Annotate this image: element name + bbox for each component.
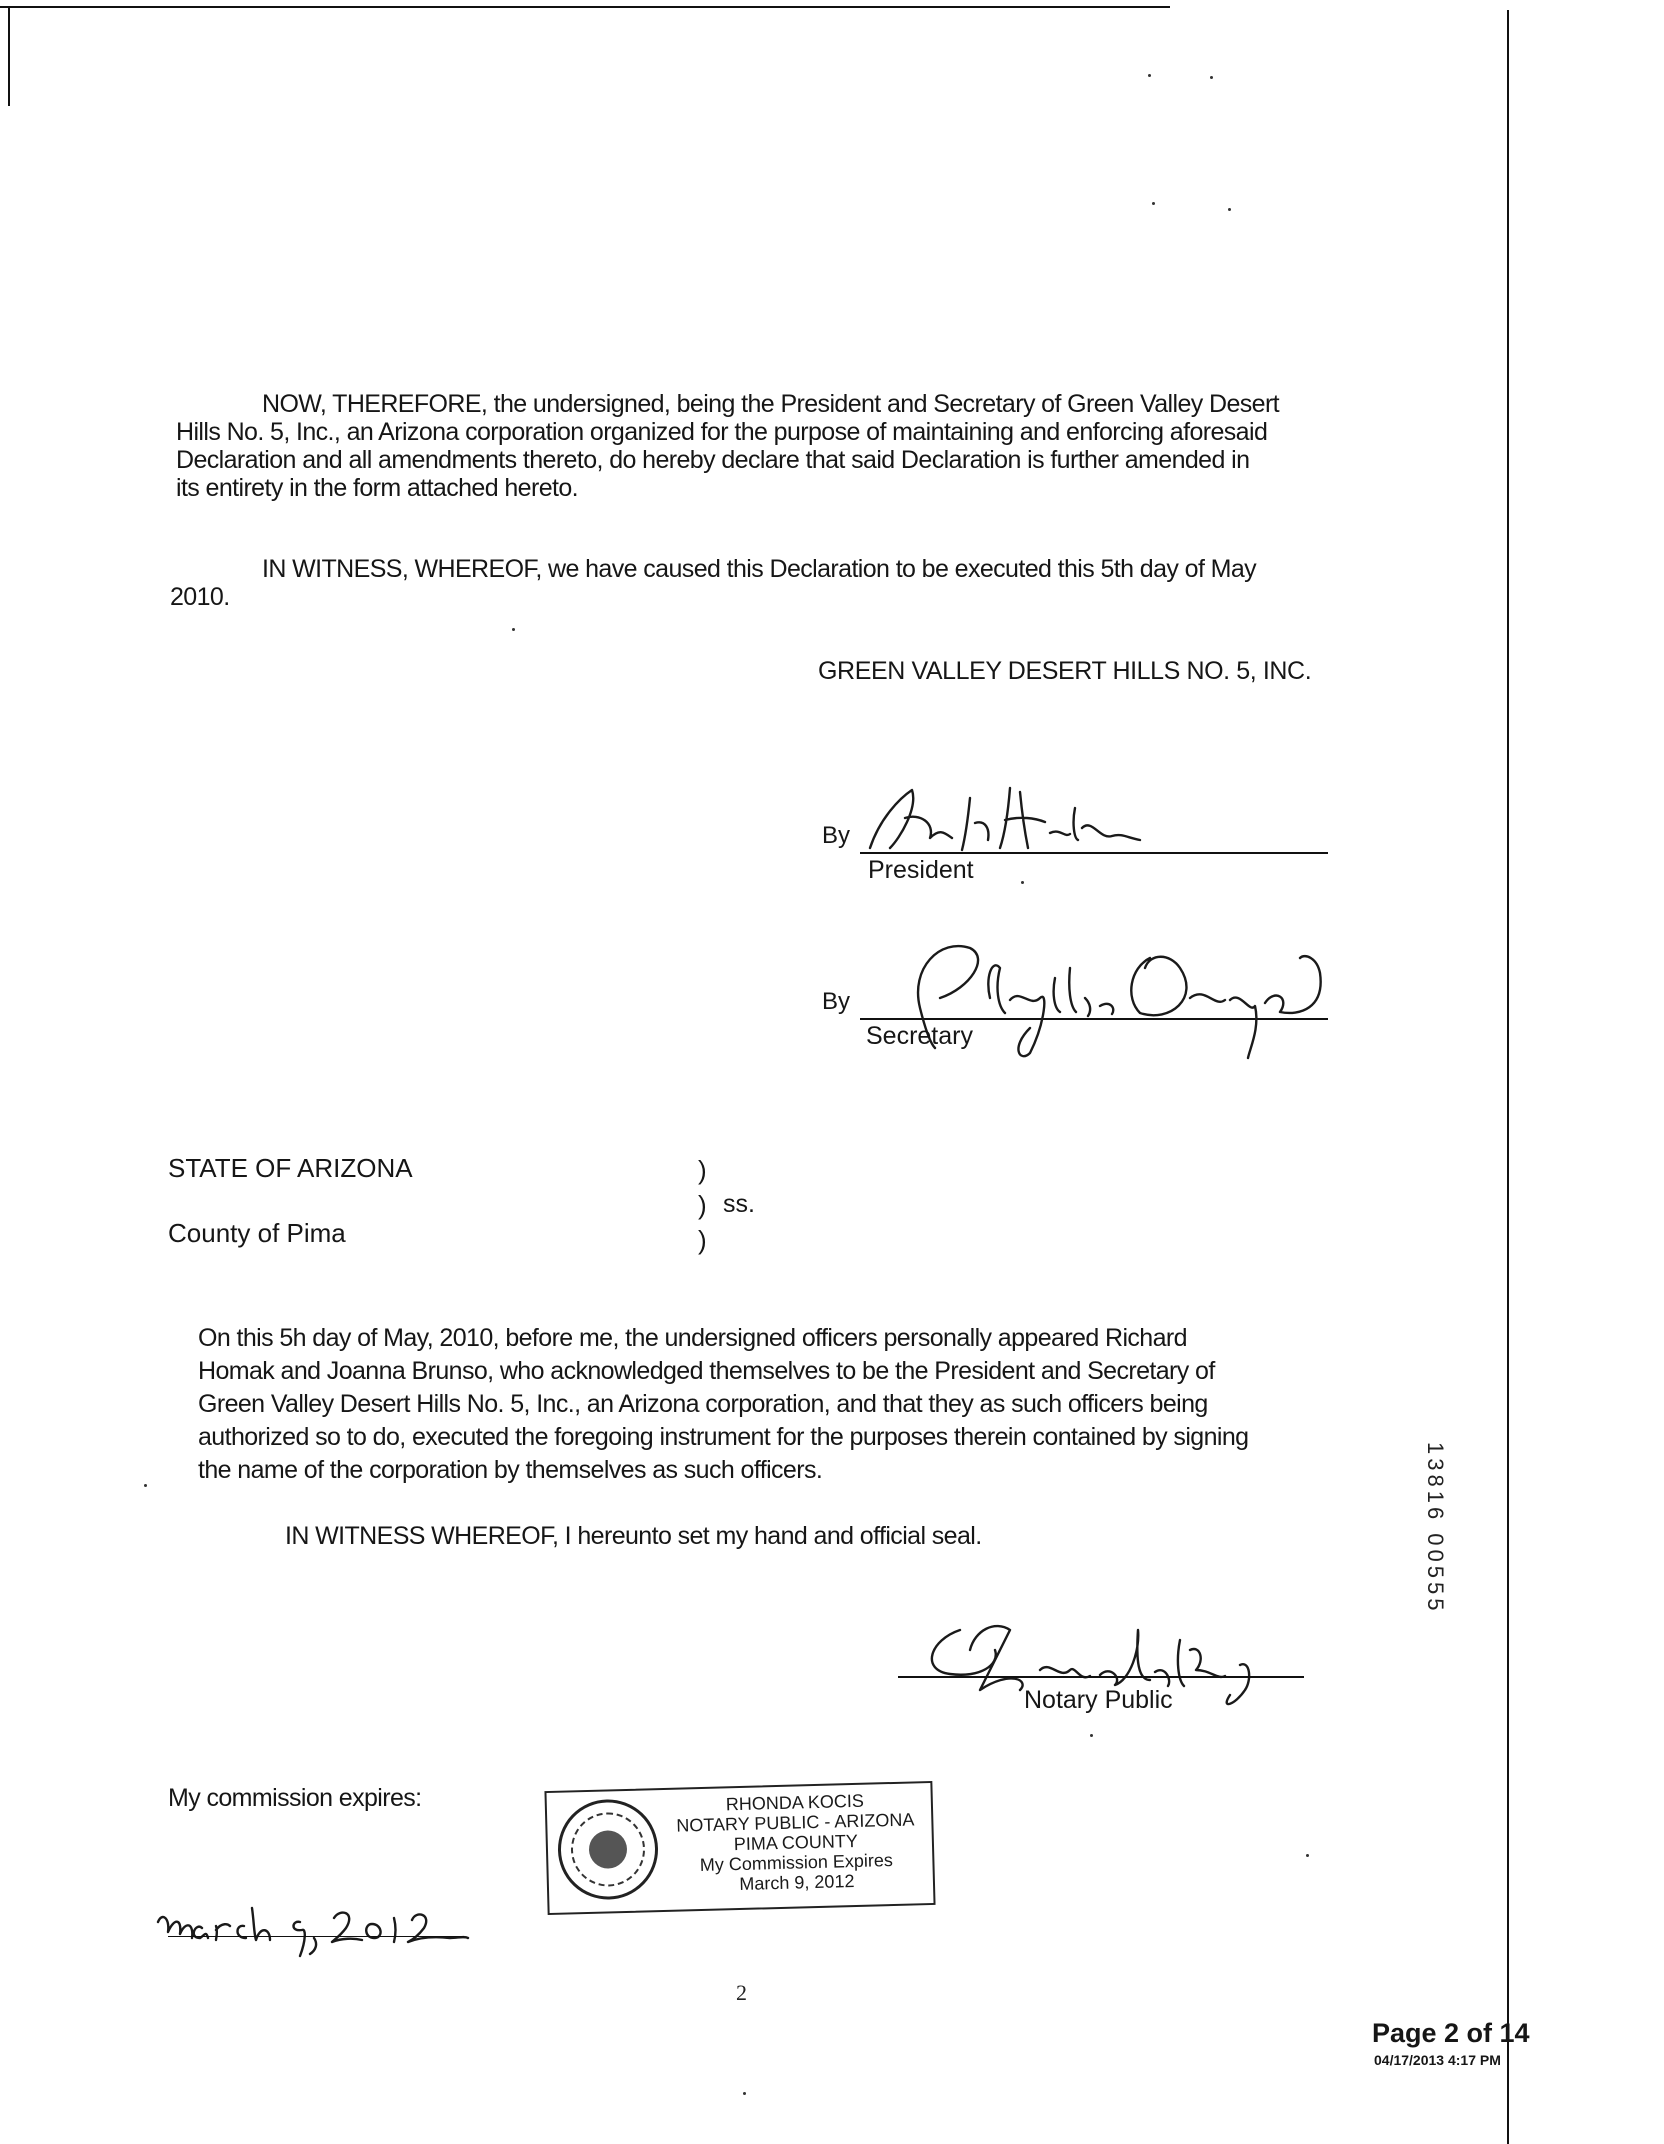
venue-ss: ss. bbox=[723, 1190, 755, 1218]
scan-top-edge bbox=[0, 6, 1170, 8]
venue-state: STATE OF ARIZONA bbox=[168, 1153, 413, 1183]
notary-title: Notary Public bbox=[1024, 1686, 1173, 1714]
stamp-line: March 9, 2012 bbox=[739, 1871, 855, 1895]
notary-seal-icon bbox=[557, 1798, 660, 1901]
now-therefore-paragraph bbox=[176, 390, 1279, 502]
by-label-secretary: By bbox=[822, 988, 851, 1015]
page-number: 2 bbox=[736, 1980, 747, 2005]
paragraph-line: the name of the corporation by themselves as such officers. bbox=[198, 1456, 823, 1484]
stamp-line: PIMA COUNTY bbox=[733, 1830, 859, 1855]
paragraph-line: Green Valley Desert Hills No. 5, Inc., an Arizona corporation, and that they as such officers being bbox=[198, 1390, 1208, 1418]
scan-speck bbox=[1090, 1734, 1093, 1737]
notary-stamp bbox=[544, 1781, 935, 1915]
venue-paren: ) bbox=[698, 1155, 707, 1185]
footer-page-label: Page 2 of 14 bbox=[1372, 2018, 1530, 2048]
stamp-line: RHONDA KOCIS bbox=[725, 1790, 865, 1815]
paragraph-line: its entirety in the form attached hereto. bbox=[176, 474, 579, 502]
scan-right-edge bbox=[1507, 10, 1509, 2144]
paragraph-line: 2010. bbox=[170, 583, 230, 611]
venue-paren: ) bbox=[698, 1225, 707, 1255]
scan-speck bbox=[743, 2092, 746, 2095]
scan-speck bbox=[1306, 1854, 1309, 1857]
venue-county: County of Pima bbox=[168, 1218, 346, 1248]
commission-date-underline bbox=[168, 1936, 464, 1937]
scan-speck bbox=[1152, 202, 1155, 205]
stamp-line: My Commission Expires bbox=[699, 1850, 894, 1876]
witness-paragraph bbox=[170, 555, 1256, 611]
notary-witness-statement: IN WITNESS WHEREOF, I hereunto set my hand and official seal. bbox=[285, 1522, 982, 1550]
scan-speck bbox=[512, 628, 515, 631]
scan-speck bbox=[144, 1484, 147, 1487]
scan-speck bbox=[1228, 208, 1231, 211]
president-signature bbox=[860, 778, 1190, 858]
scan-speck bbox=[1148, 74, 1151, 77]
stamp-line: NOTARY PUBLIC - ARIZONA bbox=[676, 1809, 915, 1836]
recording-number: 13816 00555 bbox=[1423, 1442, 1448, 1615]
paragraph-line: Homak and Joanna Brunso, who acknowledged themselves to be the President and Secretary of bbox=[198, 1357, 1215, 1385]
secretary-title: Secretary bbox=[866, 1022, 973, 1050]
stamp-text-block bbox=[665, 1789, 928, 1896]
scan-left-edge bbox=[8, 6, 10, 106]
paragraph-line: authorized so to do, executed the foregoing instrument for the purposes therein contained by signing bbox=[198, 1423, 1249, 1451]
paragraph-line: IN WITNESS, WHEREOF, we have caused this Declaration to be executed this 5th day of May bbox=[262, 555, 1257, 583]
president-title: President bbox=[868, 856, 974, 884]
scan-speck bbox=[1210, 76, 1213, 79]
acknowledgment-paragraph bbox=[198, 1322, 1248, 1487]
by-label-president: By bbox=[822, 822, 851, 849]
paragraph-line: Hills No. 5, Inc., an Arizona corporation organized for the purpose of maintaining and enforcing aforesaid bbox=[176, 418, 1268, 446]
scan-speck bbox=[1021, 881, 1024, 884]
notary-signature-line bbox=[898, 1676, 1304, 1678]
commission-handwritten-date bbox=[150, 1898, 470, 1968]
venue-paren: ) bbox=[698, 1190, 707, 1220]
corporation-name: GREEN VALLEY DESERT HILLS NO. 5, INC. bbox=[818, 657, 1312, 685]
commission-label: My commission expires: bbox=[168, 1784, 422, 1812]
footer-timestamp: 04/17/2013 4:17 PM bbox=[1374, 2052, 1501, 2068]
paragraph-line: On this 5h day of May, 2010, before me, the undersigned officers personally appeared Richard bbox=[198, 1324, 1187, 1352]
paragraph-line: Declaration and all amendments thereto, do hereby declare that said Declaration is further amended in bbox=[176, 446, 1250, 474]
paragraph-line: NOW, THEREFORE, the undersigned, being the President and Secretary of Green Valley Desert bbox=[262, 390, 1280, 418]
